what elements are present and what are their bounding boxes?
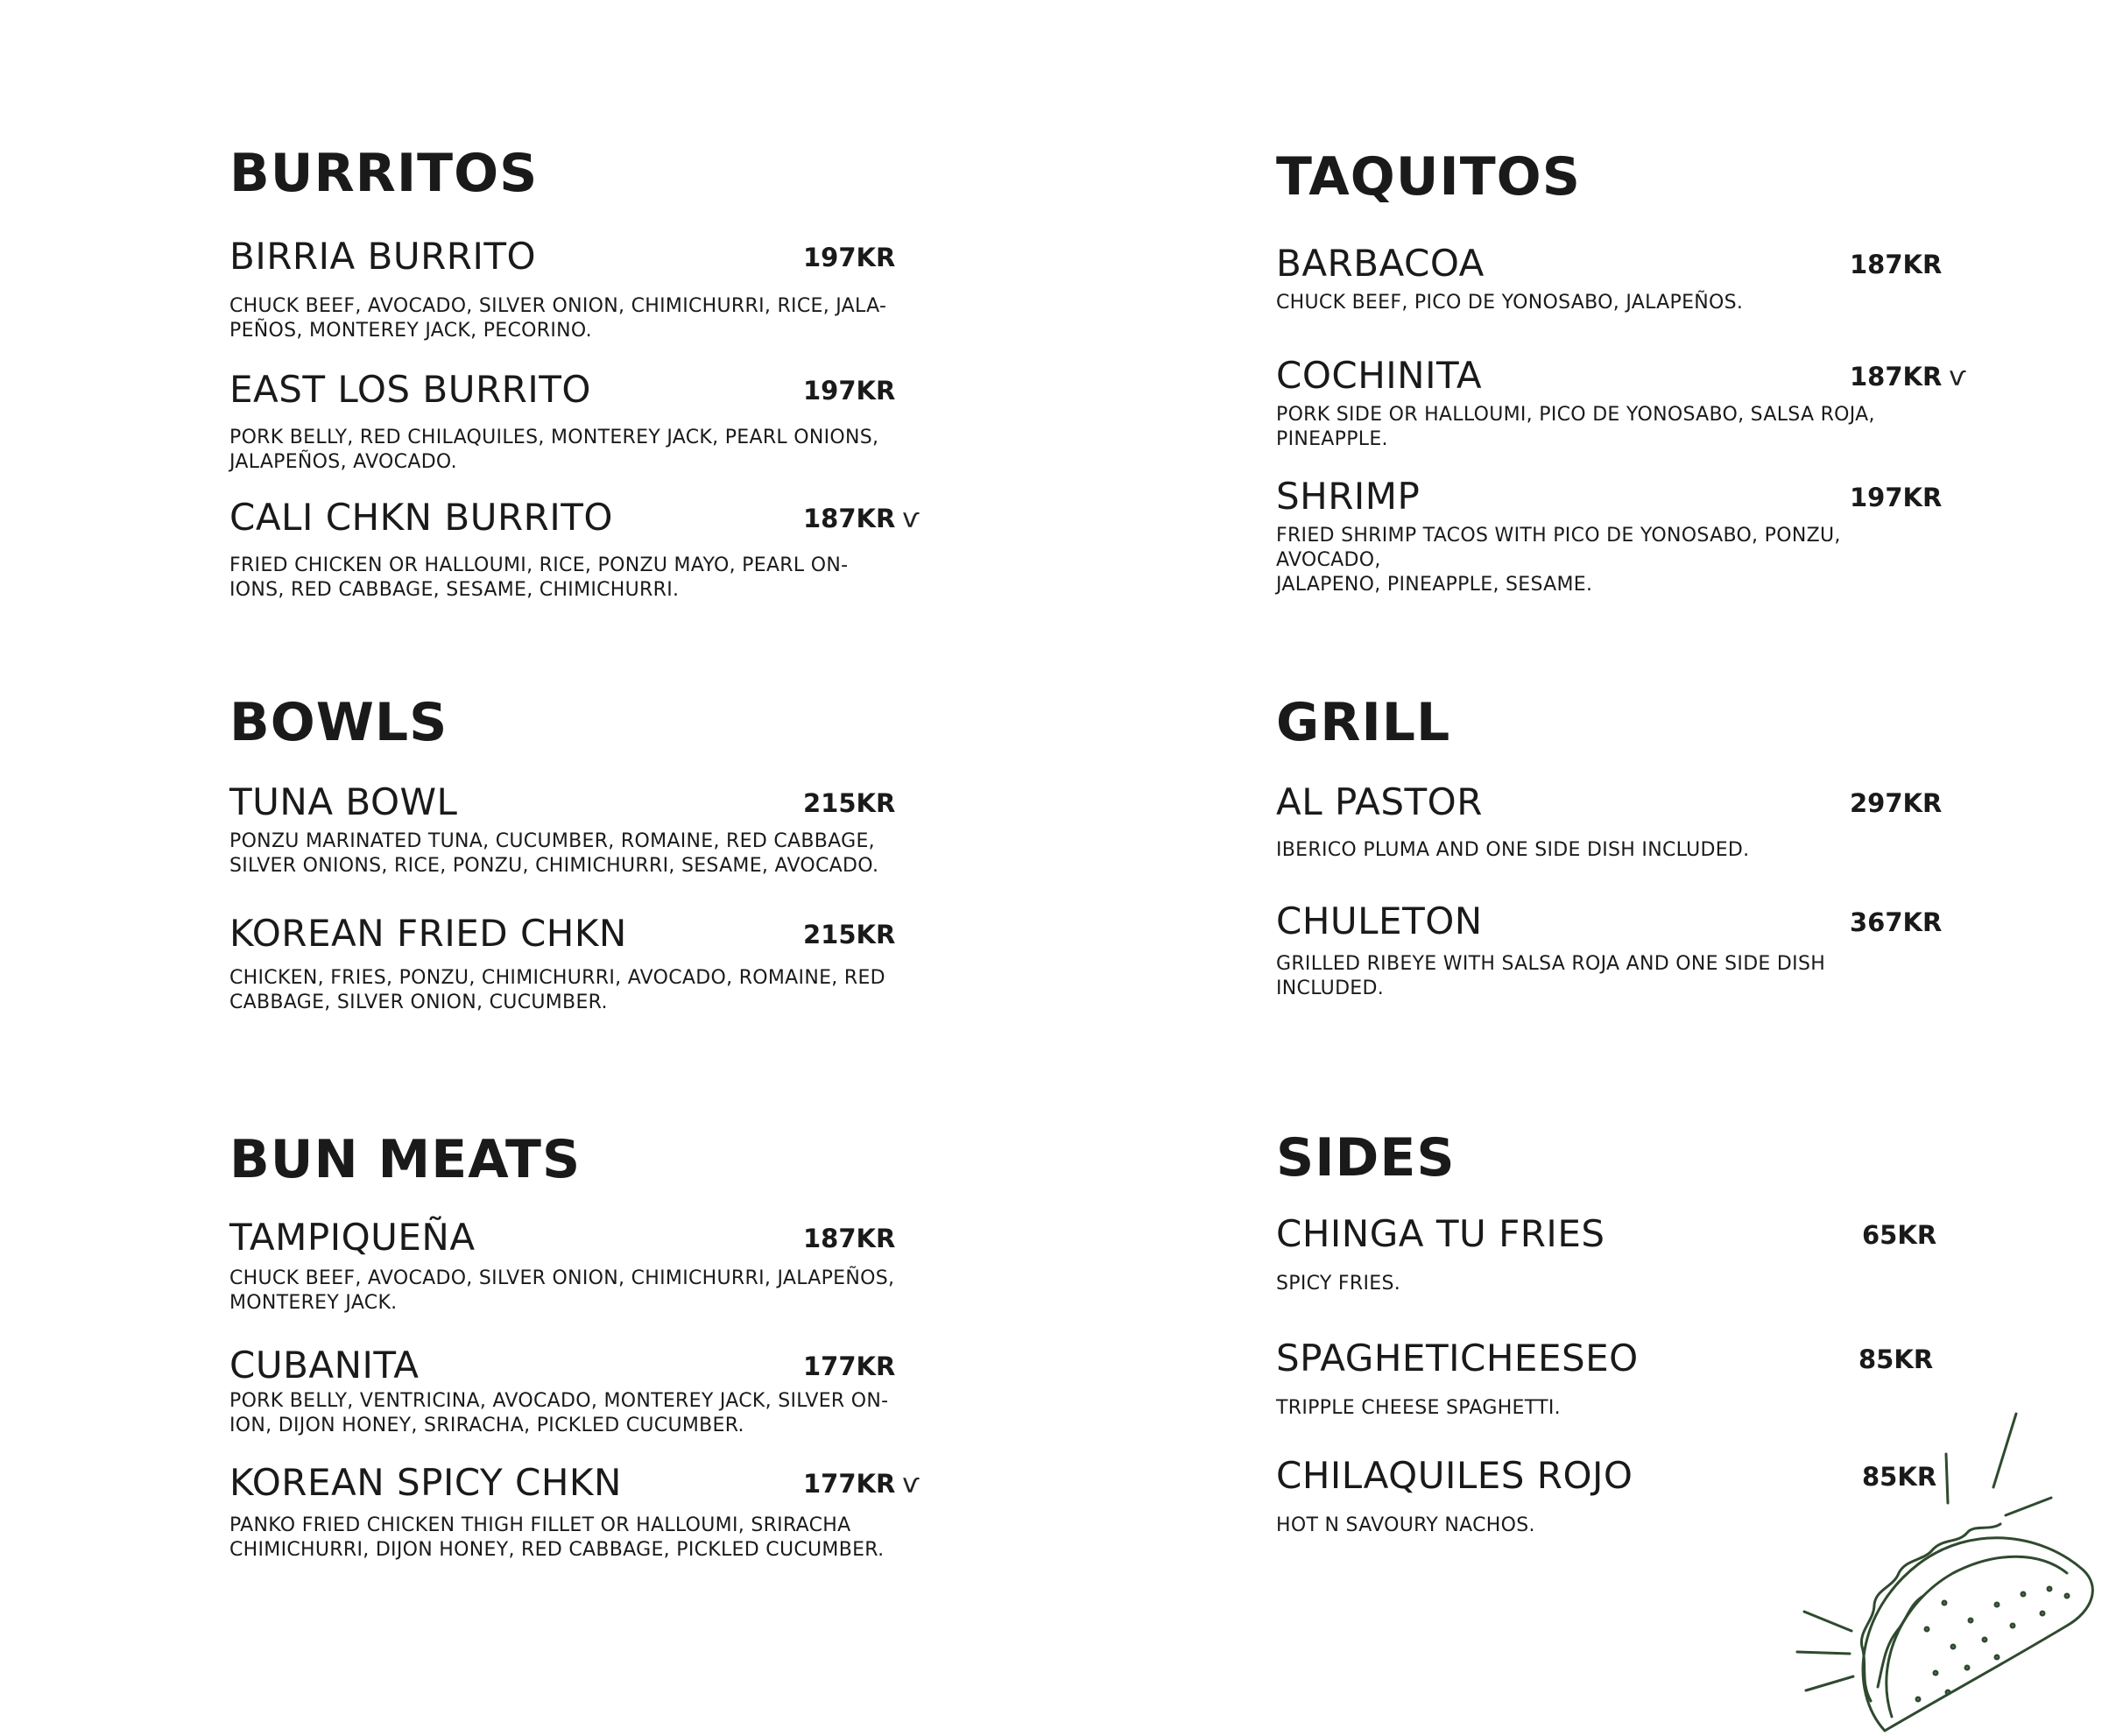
item-description: SPICY FRIES.: [1276, 1273, 1401, 1295]
item-price: 367KR: [1850, 907, 1943, 937]
item-price-row: [803, 1471, 920, 1498]
item-description: CHUCK BEEF, PICO DE YONOSABO, JALAPEÑOS.: [1276, 292, 1744, 314]
item-price: 297KR: [1850, 788, 1943, 818]
item-name: CUBANITA: [229, 1344, 420, 1387]
item-name: SHRIMP: [1276, 475, 1421, 518]
section-title-sides: SIDES: [1276, 1127, 1456, 1189]
leaf-icon: ѵ: [902, 1469, 920, 1500]
item-description: PORK SIDE OR HALLOUMI, PICO DE YONOSABO, SALSA ROJA, PINEAPPLE.: [1276, 404, 1875, 450]
item-price: 85KR: [1862, 1462, 1937, 1492]
section-title-burritos: BURRITOS: [229, 143, 539, 204]
shell-dot: [1946, 1690, 1950, 1694]
taco-shell-inner: [1887, 1556, 2067, 1717]
item-name: BIRRIA BURRITO: [229, 235, 537, 278]
item-name: EAST LOS BURRITO: [229, 368, 591, 411]
item-name: CHINGA TU FRIES: [1276, 1212, 1605, 1255]
burst-line: [2006, 1498, 2051, 1515]
item-description: FRIED SHRIMP TACOS WITH PICO DE YONOSABO, PONZU, AVOCADO, JALAPENO, PINEAPPLE, SESAME.: [1276, 525, 1841, 596]
shell-dot: [1934, 1671, 1937, 1675]
item-description: HOT N SAVOURY NACHOS.: [1276, 1514, 1535, 1536]
burst-line: [1806, 1676, 1853, 1690]
item-price: 177KR: [803, 1469, 896, 1499]
item-name: CHILAQUILES ROJO: [1276, 1454, 1633, 1497]
shell-dot: [2041, 1612, 2044, 1615]
leaf-icon: ѵ: [902, 504, 920, 534]
item-price-row: [803, 506, 920, 533]
burst-line: [1797, 1652, 1850, 1654]
item-description: FRIED CHICKEN OR HALLOUMI, RICE, PONZU MAYO, PEARL ON- IONS, RED CABBAGE, SESAME, CHIMICHURRI.: [229, 554, 849, 601]
burst-line: [1946, 1454, 1948, 1503]
taco-filling-inner: [1878, 1596, 1923, 1687]
item-price: 215KR: [803, 920, 896, 949]
item-price: 187KR: [803, 1224, 896, 1253]
item-description: CHUCK BEEF, AVOCADO, SILVER ONION, CHIMICHURRI, RICE, JALA- PEÑOS, MONTEREY JACK, PECORINO.: [229, 295, 887, 342]
item-name: BARBACOA: [1276, 242, 1485, 285]
section-title-taquitos: TAQUITOS: [1276, 146, 1581, 208]
burst-line: [1993, 1414, 2016, 1487]
item-price: 187KR: [1850, 362, 1943, 392]
shell-dot: [1995, 1603, 1999, 1606]
item-price: 197KR: [1850, 483, 1943, 512]
item-price: 215KR: [803, 788, 896, 818]
item-name: TAMPIQUEÑA: [229, 1216, 476, 1259]
shell-dot: [1983, 1638, 1986, 1641]
item-description: PONZU MARINATED TUNA, CUCUMBER, ROMAINE, RED CABBAGE, SILVER ONIONS, RICE, PONZU, CHIMICHURRI, SESAME, AVOCADO.: [229, 830, 879, 877]
shell-dot: [2021, 1592, 2025, 1596]
shell-dot: [1925, 1627, 1929, 1631]
item-name: AL PASTOR: [1276, 780, 1483, 823]
item-name: KOREAN FRIED CHKN: [229, 912, 627, 955]
shell-dot: [1969, 1619, 1972, 1622]
item-price: 197KR: [803, 376, 896, 406]
shell-dot: [2065, 1594, 2069, 1598]
shell-dot: [2011, 1624, 2014, 1627]
shell-dot: [1916, 1697, 1920, 1701]
item-price: 177KR: [803, 1351, 896, 1381]
item-name: CHULETON: [1276, 900, 1483, 942]
shell-dot: [1943, 1601, 1946, 1605]
shell-dot: [2048, 1587, 2051, 1591]
shell-dot: [1965, 1666, 1969, 1669]
item-name: COCHINITA: [1276, 354, 1483, 397]
item-description: GRILLED RIBEYE WITH SALSA ROJA AND ONE SIDE DISH INCLUDED.: [1276, 953, 1826, 999]
item-price-row: [1850, 364, 1966, 391]
item-price: 187KR: [803, 504, 896, 533]
burst-line: [1804, 1612, 1851, 1631]
item-name: KOREAN SPICY CHKN: [229, 1461, 622, 1504]
section-title-bowls: BOWLS: [229, 692, 448, 753]
item-price: 85KR: [1859, 1344, 1934, 1374]
item-description: CHICKEN, FRIES, PONZU, CHIMICHURRI, AVOCADO, ROMAINE, RED CABBAGE, SILVER ONION, CUCUMBER.: [229, 967, 885, 1013]
section-title-bun-meats: BUN MEATS: [229, 1129, 582, 1190]
section-title-grill: GRILL: [1276, 692, 1451, 753]
taco-filling: [1861, 1524, 2000, 1701]
item-price: 65KR: [1862, 1220, 1937, 1250]
shell-dot: [1951, 1645, 1955, 1648]
item-name: SPAGHETICHEESEO: [1276, 1337, 1639, 1380]
shell-dot: [1995, 1655, 1999, 1659]
item-description: CHUCK BEEF, AVOCADO, SILVER ONION, CHIMICHURRI, JALAPEÑOS, MONTEREY JACK.: [229, 1267, 895, 1314]
item-name: TUNA BOWL: [229, 780, 458, 823]
item-name: CALI CHKN BURRITO: [229, 496, 613, 539]
taco-illustration-icon: [1787, 1401, 2119, 1734]
item-price: 197KR: [803, 243, 896, 272]
item-price: 187KR: [1850, 250, 1943, 279]
item-description: IBERICO PLUMA AND ONE SIDE DISH INCLUDED.: [1276, 839, 1750, 861]
item-description: PORK BELLY, VENTRICINA, AVOCADO, MONTEREY JACK, SILVER ON- ION, DIJON HONEY, SRIRACHA, PICKLED CUCUMBER.: [229, 1390, 889, 1436]
item-description: PORK BELLY, RED CHILAQUILES, MONTEREY JACK, PEARL ONIONS, JALAPEÑOS, AVOCADO.: [229, 427, 879, 473]
item-description: TRIPPLE CHEESE SPAGHETTI.: [1276, 1397, 1561, 1419]
leaf-icon: ѵ: [1949, 362, 1967, 392]
item-description: PANKO FRIED CHICKEN THIGH FILLET OR HALLOUMI, SRIRACHA CHIMICHURRI, DIJON HONEY, RED CABBAGE, PICKLED CUCUMBER.: [229, 1514, 885, 1561]
